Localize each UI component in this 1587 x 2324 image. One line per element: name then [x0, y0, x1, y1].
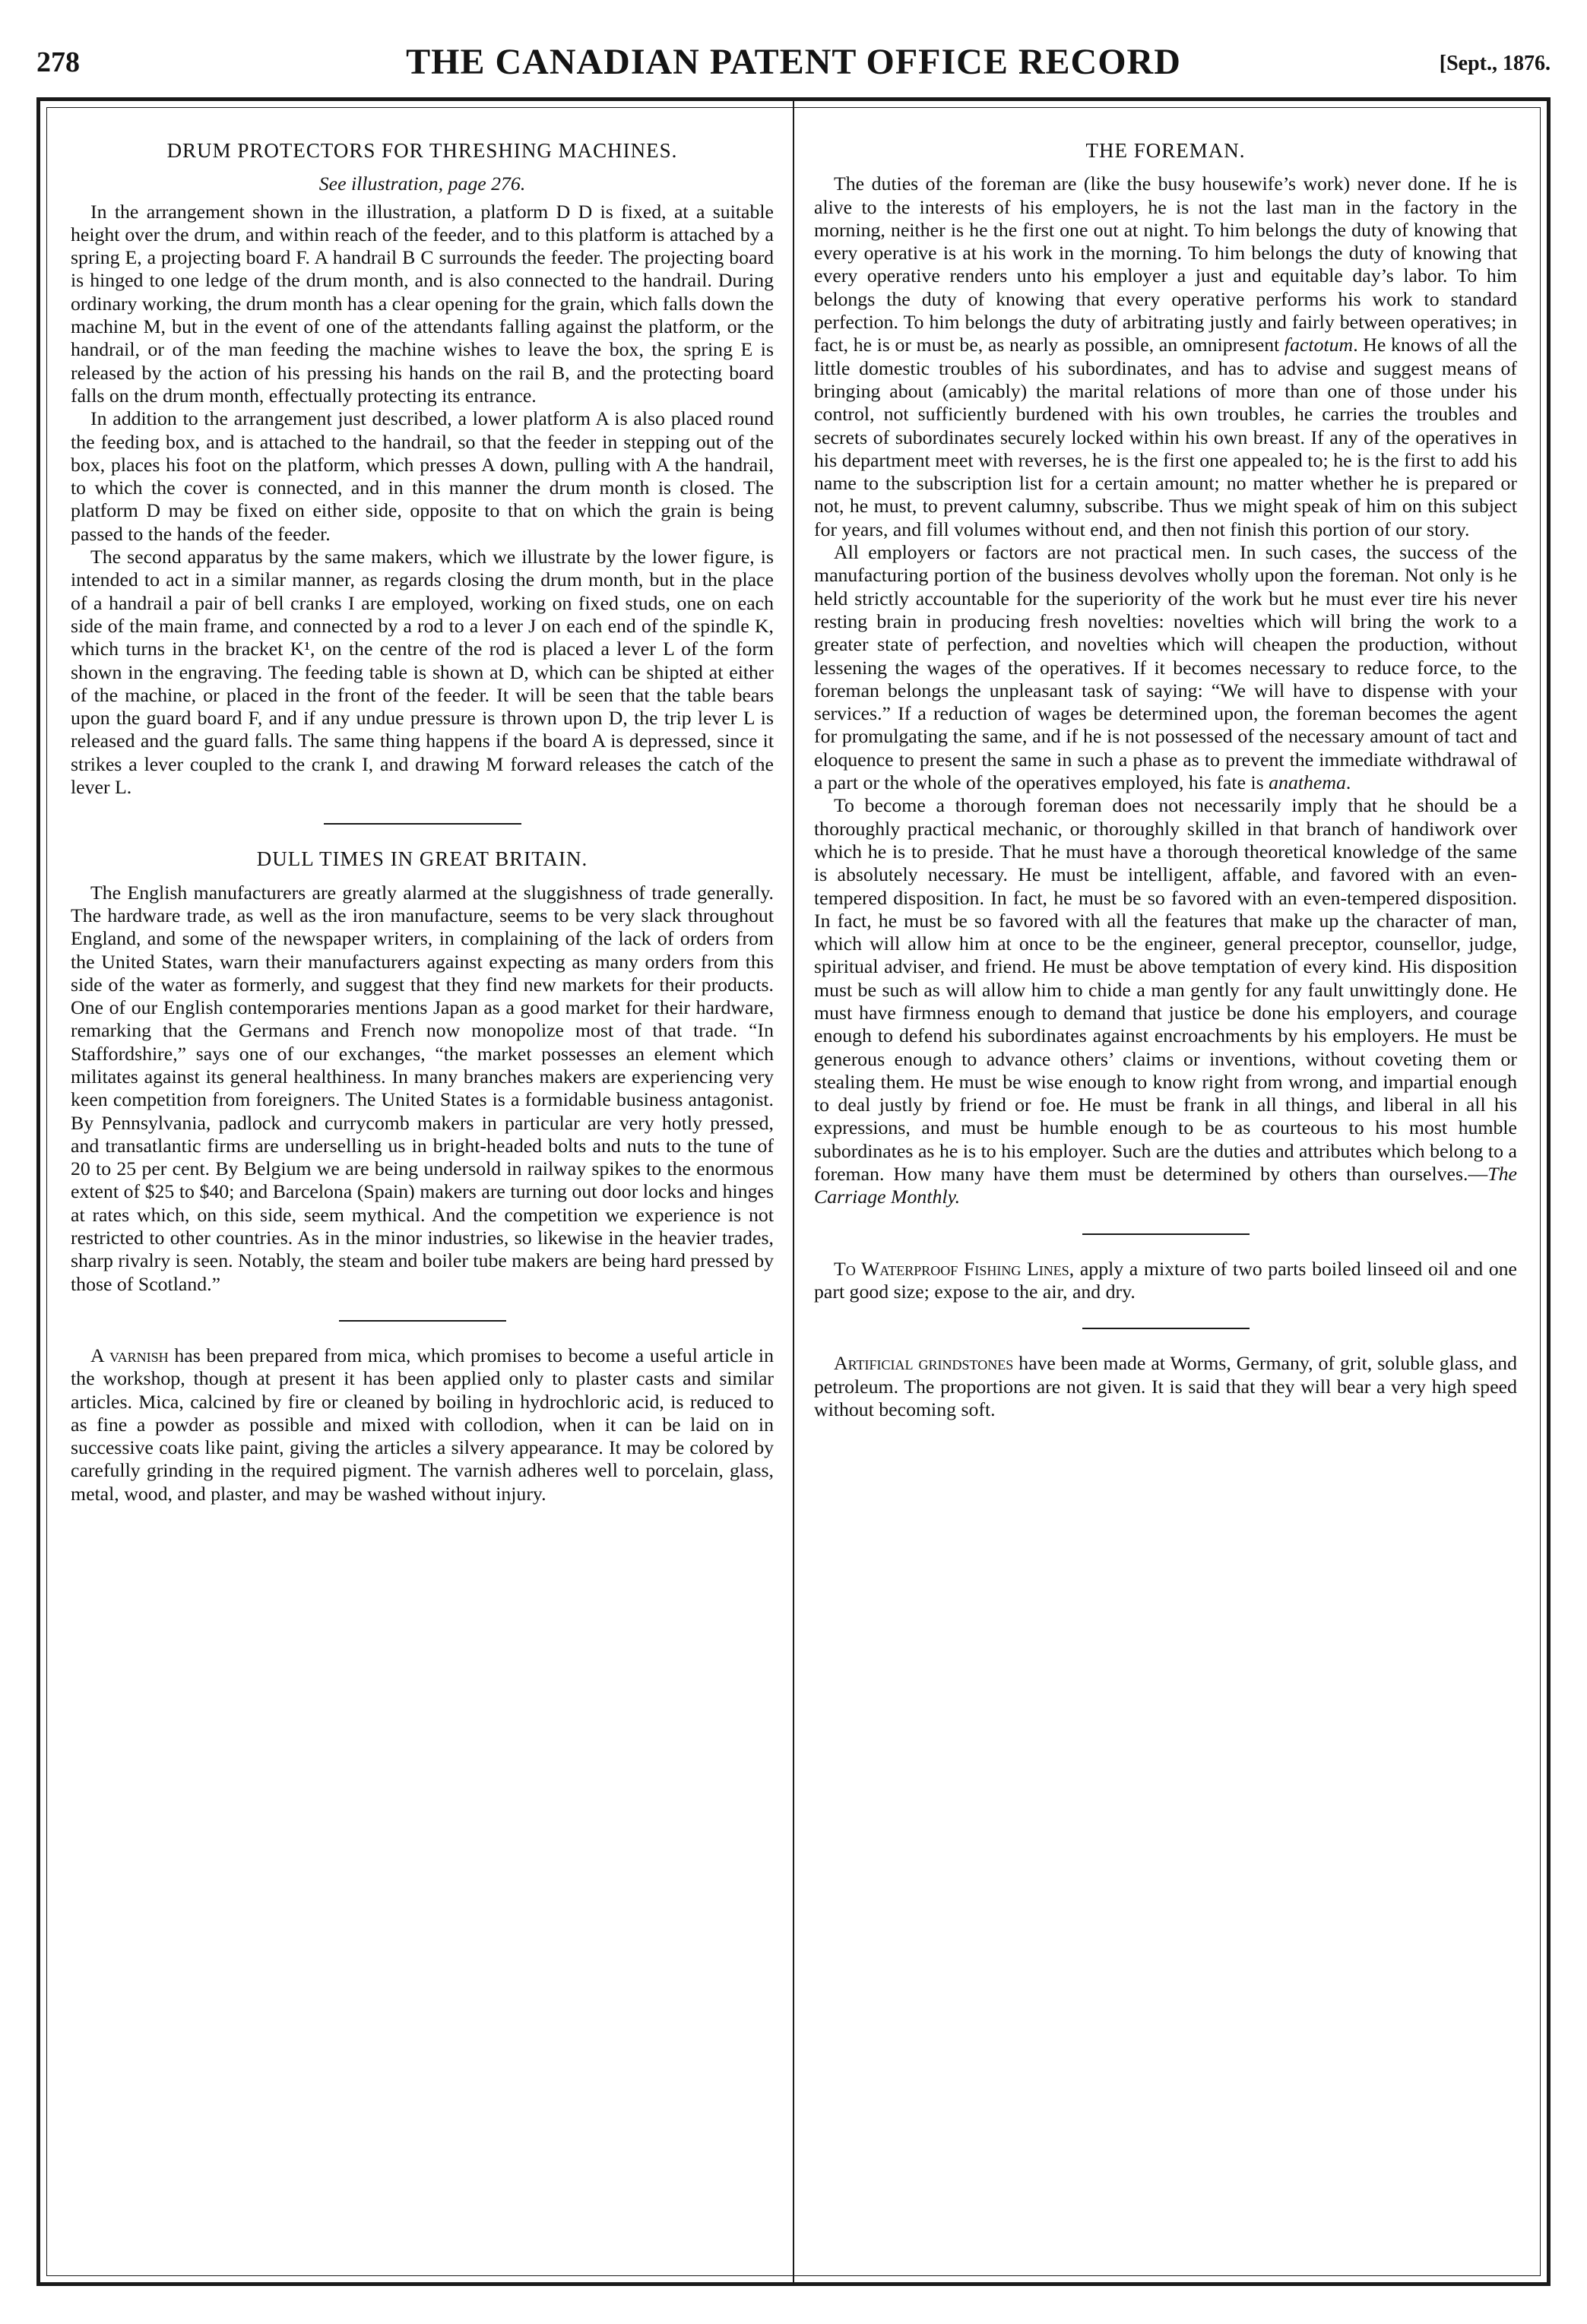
lead-words: A varnish: [90, 1344, 169, 1366]
article-heading-foreman: THE FOREMAN.: [1085, 139, 1246, 162]
source-citation: The Carriage Monthly.: [814, 1163, 1517, 1208]
paragraph: The second apparatus by the same makers, which we illustrate by the lower figure, is intended to act in a similar manner, as regards closing the drum month, but in the place of a handrail a pair of bell cranks I are employed, working on fixed studs, one on each side of the main frame, and connected by a rod to a lever J on each end of the spindle K, which turns in the bracket K¹, on the centre of the rod is placed a lever L of the form shown in the engraving. The feeding table is shown at D, which can be shipted at either of the machine, or placed in the front of the feeder. It will be seen that the table bears upon the guard board F, and if any undue pressure is thrown upon D, the trip lever L is released and the guard falls. The same thing happens if the board A is depressed, since it strikes a lever coupled to the crank I, and drawing M forward releases the catch of the lever L.: [71, 546, 774, 799]
paragraph: The English manufacturers are greatly alarmed at the sluggishness of trade generally. The hardware trade, as well as the iron manufacture, seems to be very slack throughout England, and some of the newspaper writers, in complaining of the lack of orders from the United States, warn their manufacturers against expecting as many orders from this side of the water as formerly, and suggest that they find new markets for their products. One of our English contemporaries mentions Japan as a good market for their hardware, remarking that the Germans and French now monopolize most of that trade. “In Staffordshire,” says one of our exchanges, “the market possesses an element which militates against its general healthiness. In many branches makers are experiencing very keen competition from foreigners. The United States is a formidable business antagonist. By Pennsylvania, padlock and currycomb makers in particular are very hotly pressed, and transatlantic firms are underselling us in bright-headed bolts and nuts to the tune of 20 to 25 per cent. By Belgium we are being undersold in railway spikes to the enormous extent of $25 to $40; and Barcelona (Spain) makers are turning out door locks and hinges at rates which, on this side, seem mythical. And the competition we experience is not restricted to other countries. As in the minor industries, so likewise in the heavier trades, sharp rivalry is seen. Notably, the steam and boiler tube makers are being hard pressed by those of Scotland.”: [71, 881, 774, 1295]
paragraph-varnish: A varnish has been prepared from mica, which promises to become a useful article in the workshop, though at present it has been applied only to plaster casts and similar articles. Mica, calcined by fire or cleaned by boiling in hydrochloric acid, is reduced to as fine a powder as possible and mixed with collodion, when it can be laid on in successive coats like paint, giving the articles a silvery appearance. It may be colored by carefully grinding in the required pigment. The varnish adheres well to porcelain, glass, metal, wood, and plaster, and may be washed without injury.: [71, 1344, 774, 1505]
journal-title: THE CANADIAN PATENT OFFICE RECORD: [406, 42, 1181, 82]
section-divider: [1082, 1233, 1250, 1235]
paragraph: The duties of the foreman are (like the busy housewife’s work) never done. If he is alive to the interests of his employers, he is not the last man in the factory in the morning, neither is he the first one out at night. To him belongs the duty of knowing that every operative is at his work in the morning. To him belongs the duty of knowing that every operative renders unto his employer a just and equitable day’s labor. To him belongs the duty of knowing that every operative performs his work to standard perfection. To him belongs the duty of arbitrating justly and fairly between operatives; in fact, he is or must be, as nearly as possible, an omnipresent factotum. He knows of all the little domestic troubles of his subordinates, and has to advise and suggest means of bringing about (amicably) the marital relations of more than one of those under his control, not sufficiently burdened with his own troubles, he carries the troubles and secrets of subordinates securely locked within his own breast. If any of the operatives in his department meet with reverses, he is the first one appealed to; he is the first to add his name to the subscription list for a certain amount; no matter whether he is prepared or not, he must, to prevent calumny, subscribe. Thus we might speak of him on this subject for years, and fill volumes without end, and then not finish this portion of our story.: [814, 173, 1517, 540]
column-divider: [793, 101, 794, 2282]
lead-words: To Waterproof Fishing Lines,: [834, 1257, 1075, 1280]
article-heading-dull-times: DULL TIMES IN GREAT BRITAIN.: [256, 847, 588, 871]
page-frame: [36, 97, 1551, 2286]
issue-date: [Sept., 1876.: [1439, 52, 1551, 75]
left-column: [71, 139, 774, 1506]
paragraph: In addition to the arrangement just described, a lower platform A is also placed round the feeding box, and is attached to the handrail, so that the feeder in stepping out of the box, places his foot on the platform, which presses A down, pulling with A the handrail, to which the cover is connected, and in this manner the drum month is closed. The platform D may be fixed on either side, opposite to that on which the grain is being passed to the hands of the feeder.: [71, 407, 774, 545]
section-divider: [324, 823, 521, 825]
lead-words: Artificial grindstones: [834, 1352, 1014, 1375]
paragraph: To become a thorough foreman does not necessarily imply that he should be a thoroughly practical mechanic, or thoroughly skilled in that branch of handiwork over which he is to preside. That he must have a thorough theoretical knowledge of the same is absolutely necessary. He must be intelligent, affable, and favored with an even-tempered disposition. In fact, he must be so favored with an even-tempered disposition. In fact, he must be so favored with all the features that make up the character of man, which will allow him at once to be the engineer, general preceptor, counsellor, judge, spiritual adviser, and friend. He must be above temptation of every kind. His disposition must be such as will allow him to chide a man gently for any fault unwittingly done. He must have firmness enough to demand that justice be done his employers, and courage enough to defend his subordinates against encroachments by his employers. He must be generous enough to advance others’ claims or inventions, without coveting them or stealing them. He must be wise enough to know right from wrong, and impartial enough to deal justly by friend or foe. He must be frank in all things, and liberal in all his expressions, and must be humble enough to be as courteous to his most humble subordinates as he is to his employer. Such are the duties and attributes which belong to a foreman. How many have them must be determined by others than ourselves.—The Carriage Monthly.: [814, 794, 1517, 1208]
section-divider: [1082, 1328, 1250, 1329]
paragraph: In the arrangement shown in the illustration, a platform D D is fixed, at a suitable height over the drum, and within reach of the feeder, and to this platform is attached by a spring E, a projecting board F. A handrail B C surrounds the feeder. The projecting board is hinged to one ledge of the drum month, and is also connected to the handrail. During ordinary working, the drum month has a clear opening for the grain, which falls down the machine M, but in the event of one of the attendants falling against the platform, or the handrail, or of the man feeding the machine wishes to leave the box, the spring E is released by the action of his pressing his hands on the rail B, and the protecting board falls on the drum month, effectually protecting its entrance.: [71, 200, 774, 407]
article-heading-drum-protectors: DRUM PROTECTORS FOR THRESHING MACHINES.: [166, 139, 678, 162]
paragraph-waterproof: To Waterproof Fishing Lines, apply a mixture of two parts boiled linseed oil and one part good size; expose to the air, and dry.: [814, 1257, 1518, 1303]
right-column: [814, 139, 1517, 1421]
page-number: 278: [36, 46, 80, 78]
article-subheading: See illustration, page 276.: [318, 173, 526, 195]
section-divider: [339, 1320, 506, 1322]
page-header: [36, 42, 1551, 91]
paragraph: All employers or factors are not practical men. In such cases, the success of the manufacturing portion of the business devolves wholly upon the foreman. Not only is he held strictly accountable for the superiority of the work but he must ever tire his never resting brain in producing fresh novelties: novelties which will bring the work to a greater state of perfection, and novelties which will cheapen the production, without lessening the wages of the operatives. If it becomes necessary to reduce force, to the foreman belongs the unpleasant task of saying: “We will have to dispense with your services.” If a reduction of wages be determined upon, the foreman becomes the agent for promulgating the same, and if he is not possessed of the necessary amount of tact and eloquence to present the same in such a phase as to prevent the immediate withdrawal of a part or the whole of the operatives employed, his fate is anathema.: [814, 541, 1517, 794]
paragraph-grindstones: Artificial grindstones have been made at Worms, Germany, of grit, soluble glass, and petroleum. The proportions are not given. It is said that they will bear a very high speed without becoming soft.: [814, 1352, 1517, 1420]
